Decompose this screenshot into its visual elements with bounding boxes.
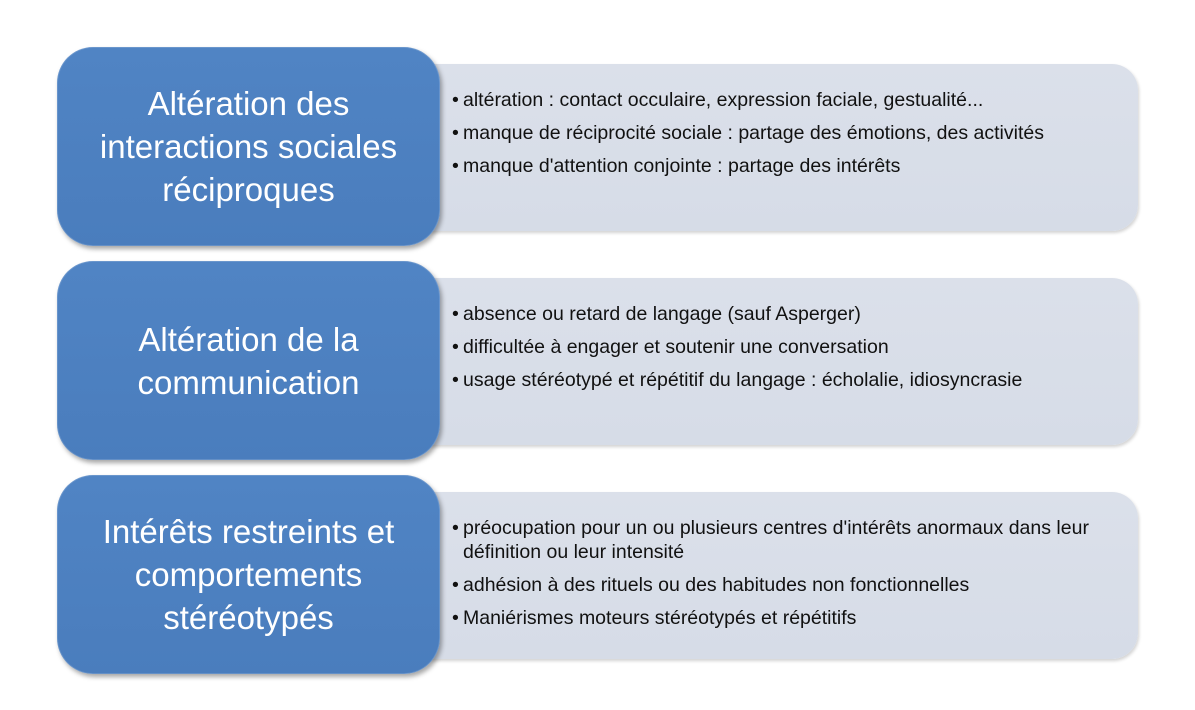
bullet-icon: • — [452, 122, 459, 144]
detail-list — [453, 302, 1114, 392]
list-item — [453, 154, 1114, 178]
list-item-text: absence ou retard de langage (sauf Asperger) — [463, 303, 861, 325]
bullet-icon: • — [452, 155, 459, 177]
list-item — [453, 335, 1114, 359]
row-communication — [0, 261, 1195, 461]
list-item-text: adhésion à des rituels ou des habitudes non fonctionnelles — [463, 574, 970, 596]
list-item — [453, 516, 1114, 564]
detail-list — [453, 88, 1114, 178]
label-text: Altération des interactions sociales réciproques — [99, 85, 398, 208]
row-restricted-interests — [0, 475, 1195, 675]
list-item — [453, 368, 1114, 392]
row-social-interactions — [0, 47, 1195, 247]
list-item — [453, 606, 1114, 630]
bullet-icon: • — [452, 369, 459, 391]
list-item-text: préocupation pour un ou plusieurs centres d'intérêts anormaux dans leur définition ou leur intensité — [463, 517, 1089, 563]
bullet-icon: • — [452, 607, 459, 629]
detail-box-social-interactions — [405, 64, 1138, 231]
bullet-icon: • — [452, 574, 459, 596]
list-item — [453, 302, 1114, 326]
list-item — [453, 121, 1114, 145]
bullet-icon: • — [452, 336, 459, 358]
label-box-communication — [57, 261, 440, 460]
list-item — [453, 573, 1114, 597]
detail-box-restricted-interests — [405, 492, 1138, 659]
label-text: Intérêts restreints et comportements stéréotypés — [102, 513, 395, 636]
bullet-icon: • — [452, 89, 459, 111]
bullet-icon: • — [452, 303, 459, 325]
list-item — [453, 88, 1114, 112]
bullet-icon: • — [452, 517, 459, 539]
detail-list — [453, 516, 1114, 630]
list-item-text: manque d'attention conjointe : partage des intérêts — [463, 155, 901, 177]
list-item-text: manque de réciprocité sociale : partage des émotions, des activités — [463, 122, 1044, 144]
detail-box-communication — [405, 278, 1138, 445]
label-text: Altération de la communication — [137, 320, 360, 401]
list-item-text: usage stéréotypé et répétitif du langage : écholalie, idiosyncrasie — [463, 369, 1023, 391]
list-item-text: difficultée à engager et soutenir une conversation — [463, 336, 889, 358]
label-box-restricted-interests — [57, 475, 440, 674]
list-item-text: Maniérismes moteurs stéréotypés et répétitifs — [463, 607, 857, 629]
list-item-text: altération : contact occulaire, expression faciale, gestualité... — [463, 89, 984, 111]
label-box-social-interactions — [57, 47, 440, 246]
